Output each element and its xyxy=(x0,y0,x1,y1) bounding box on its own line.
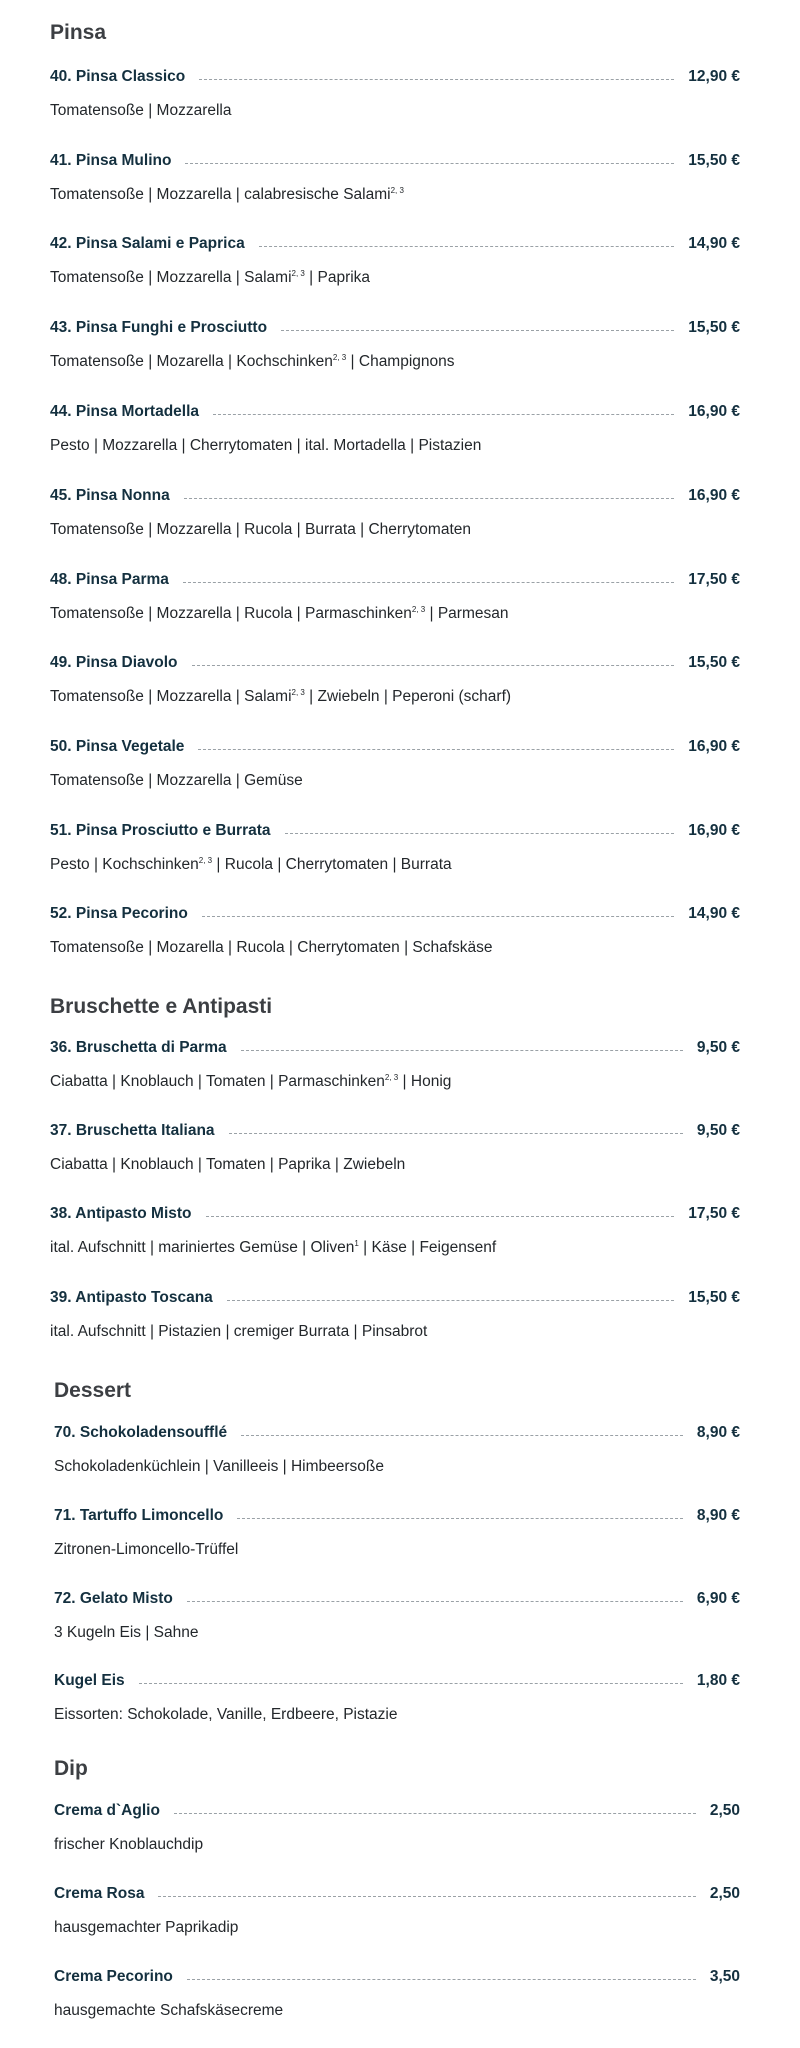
item-description: Tomatensoße | Mozzarella | Gemüse xyxy=(50,772,303,789)
item-name: 48. Pinsa Parma xyxy=(50,571,169,588)
item-description: Ciabatta | Knoblauch | Tomaten | Parmaschinken$^{2, 3}$ | Honig xyxy=(50,1072,452,1090)
dotted-leader xyxy=(184,498,675,499)
item-header xyxy=(54,1590,740,1608)
item-description: Tomatensoße | Mozzarella | Salami$^{2, 3}$ | Paprika xyxy=(50,268,371,286)
item-description: ital. Aufschnitt | mariniertes Gemüse | Oliven$^1$ | Käse | Feigensenf xyxy=(50,1238,497,1256)
menu-item xyxy=(54,1424,740,1476)
dotted-leader xyxy=(139,1683,683,1684)
item-price: 17,50 € xyxy=(688,1205,740,1222)
item-description: Eissorten: Schokolade, Vanille, Erdbeere, Pistazie xyxy=(54,1706,398,1723)
dotted-leader xyxy=(213,414,674,415)
menu-item xyxy=(50,905,740,957)
item-price: 6,90 € xyxy=(696,1590,740,1607)
item-description: ital. Aufschnitt | Pistazien | cremiger Burrata | Pinsabrot xyxy=(50,1323,428,1340)
item-header xyxy=(54,1802,740,1820)
item-name: Crema Rosa xyxy=(54,1885,145,1902)
dotted-leader xyxy=(158,1896,695,1897)
menu-item xyxy=(50,1289,740,1341)
item-description: Tomatensoße | Mozzarella xyxy=(50,102,232,119)
menu-item xyxy=(50,487,740,539)
item-price: 16,90 € xyxy=(688,403,740,420)
item-description: frischer Knoblauchdip xyxy=(54,1836,204,1853)
menu-item xyxy=(50,1039,740,1091)
item-description: Pesto | Mozzarella | Cherrytomaten | ital. Mortadella | Pistazien xyxy=(50,437,482,454)
item-name: 70. Schokoladensoufflé xyxy=(54,1424,228,1441)
dotted-leader xyxy=(259,246,675,247)
dotted-leader xyxy=(183,582,674,583)
item-header xyxy=(50,319,740,337)
item-price: 15,50 € xyxy=(688,1289,740,1306)
menu-item xyxy=(50,403,740,455)
menu-item xyxy=(50,822,740,874)
item-header xyxy=(50,1122,740,1140)
item-price: 9,50 € xyxy=(696,1122,740,1139)
allergen-footnote: 2, 3 xyxy=(411,604,426,614)
item-header xyxy=(50,654,740,672)
item-description: Zitronen-Limoncello-Trüffel xyxy=(54,1541,239,1558)
dotted-leader xyxy=(241,1050,683,1051)
item-name: 43. Pinsa Funghi e Prosciutto xyxy=(50,319,268,336)
item-price: 16,90 € xyxy=(688,487,740,504)
item-description: Pesto | Kochschinken$^{2, 3}$ | Rucola | Cherrytomaten | Burrata xyxy=(50,855,452,873)
item-header xyxy=(50,1039,740,1057)
allergen-footnote: 2, 3 xyxy=(291,268,305,278)
item-description: 3 Kugeln Eis | Sahne xyxy=(54,1624,199,1641)
item-description: hausgemachte Schafskäsecreme xyxy=(54,2002,284,2019)
dotted-leader xyxy=(227,1300,674,1301)
item-price: 17,50 € xyxy=(688,571,740,588)
item-name: 41. Pinsa Mulino xyxy=(50,152,172,169)
item-price: 15,50 € xyxy=(688,654,740,671)
item-price: 14,90 € xyxy=(688,905,740,922)
item-name: Crema Pecorino xyxy=(54,1968,173,1985)
menu-item xyxy=(50,1122,740,1174)
menu-item xyxy=(50,654,740,706)
section-title: Dip xyxy=(54,1757,88,1780)
item-name: 51. Pinsa Prosciutto e Burrata xyxy=(50,822,271,839)
item-header xyxy=(50,1205,740,1223)
dotted-leader xyxy=(229,1133,683,1134)
menu-item xyxy=(50,319,740,371)
allergen-footnote: 1 xyxy=(354,1238,359,1248)
item-description: Ciabatta | Knoblauch | Tomaten | Paprika | Zwiebeln xyxy=(50,1156,406,1173)
menu-item xyxy=(54,1968,740,2020)
item-header xyxy=(50,68,740,86)
item-name: 40. Pinsa Classico xyxy=(50,68,186,85)
dotted-leader xyxy=(187,1601,683,1602)
item-name: 37. Bruschetta Italiana xyxy=(50,1122,215,1139)
item-name: 44. Pinsa Mortadella xyxy=(50,403,200,420)
menu-item xyxy=(54,1672,740,1724)
item-name: 52. Pinsa Pecorino xyxy=(50,905,188,922)
item-name: Kugel Eis xyxy=(54,1672,125,1689)
item-header xyxy=(54,1885,740,1903)
menu-item xyxy=(50,571,740,623)
item-price: 8,90 € xyxy=(696,1424,740,1441)
item-price: 14,90 € xyxy=(688,235,740,252)
allergen-footnote: 2, 3 xyxy=(390,185,404,195)
item-price: 16,90 € xyxy=(688,738,740,755)
item-header xyxy=(54,1424,740,1442)
item-price: 15,50 € xyxy=(688,319,740,336)
item-description: Tomatensoße | Mozzarella | Rucola | Parmaschinken$^{2, 3}$ | Parmesan xyxy=(50,604,509,622)
item-price: 15,50 € xyxy=(688,152,740,169)
menu-item xyxy=(54,1802,740,1854)
section-dip xyxy=(54,1758,740,1779)
item-header xyxy=(50,1289,740,1307)
item-description: Schokoladenküchlein | Vanilleeis | Himbeersoße xyxy=(54,1458,384,1475)
menu-item xyxy=(50,235,740,287)
dotted-leader xyxy=(237,1518,683,1519)
allergen-footnote: 2, 3 xyxy=(384,1072,399,1082)
dotted-leader xyxy=(285,833,675,834)
dotted-leader xyxy=(187,1979,696,1980)
menu-item xyxy=(50,738,740,790)
item-price: 2,50 xyxy=(709,1802,740,1819)
item-header xyxy=(50,571,740,589)
item-description: Tomatensoße | Mozzarella | calabresische Salami$^{2, 3}$ xyxy=(50,185,404,203)
item-header xyxy=(50,822,740,840)
item-name: Crema d`Aglio xyxy=(54,1802,160,1819)
section-title: Dessert xyxy=(54,1379,132,1402)
item-price: 9,50 € xyxy=(696,1039,740,1056)
allergen-footnote: 2, 3 xyxy=(332,352,347,362)
item-price: 1,80 € xyxy=(696,1672,740,1689)
dotted-leader xyxy=(241,1435,683,1436)
allergen-footnote: 2, 3 xyxy=(198,855,213,865)
section-bruschette xyxy=(50,996,740,1017)
item-description: Tomatensoße | Mozzarella | Rucola | Burrata | Cherrytomaten xyxy=(50,521,471,538)
item-description: Tomatensoße | Mozarella | Rucola | Cherrytomaten | Schafskäse xyxy=(50,939,493,956)
dotted-leader xyxy=(281,330,674,331)
item-name: 42. Pinsa Salami e Paprica xyxy=(50,235,245,252)
menu-item xyxy=(54,1590,740,1642)
dotted-leader xyxy=(202,916,674,917)
item-name: 72. Gelato Misto xyxy=(54,1590,173,1607)
menu-item xyxy=(54,1507,740,1559)
section-pinsa xyxy=(50,22,740,43)
item-name: 71. Tartuffo Limoncello xyxy=(54,1507,224,1524)
menu-item xyxy=(50,1205,740,1257)
item-header xyxy=(54,1968,740,1986)
item-price: 12,90 € xyxy=(688,68,740,85)
dotted-leader xyxy=(206,1216,675,1217)
section-dessert xyxy=(54,1380,740,1401)
item-name: 36. Bruschetta di Parma xyxy=(50,1039,227,1056)
dotted-leader xyxy=(174,1813,696,1814)
item-name: 39. Antipasto Toscana xyxy=(50,1289,213,1306)
item-header xyxy=(54,1672,740,1690)
item-header xyxy=(50,487,740,505)
item-price: 8,90 € xyxy=(696,1507,740,1524)
item-description: Tomatensoße | Mozarella | Kochschinken$^{2, 3}$ | Champignons xyxy=(50,352,455,370)
menu-item xyxy=(50,152,740,204)
item-name: 50. Pinsa Vegetale xyxy=(50,738,185,755)
menu-item xyxy=(50,68,740,120)
item-name: 38. Antipasto Misto xyxy=(50,1205,192,1222)
menu-item xyxy=(54,1885,740,1937)
item-name: 49. Pinsa Diavolo xyxy=(50,654,178,671)
item-header xyxy=(50,905,740,923)
item-price: 16,90 € xyxy=(688,822,740,839)
item-header xyxy=(50,738,740,756)
dotted-leader xyxy=(199,79,674,80)
dotted-leader xyxy=(185,163,674,164)
item-name: 45. Pinsa Nonna xyxy=(50,487,170,504)
dotted-leader xyxy=(198,749,674,750)
item-description: hausgemachter Paprikadip xyxy=(54,1919,239,1936)
item-price: 2,50 xyxy=(709,1885,740,1902)
item-price: 3,50 xyxy=(709,1968,740,1985)
item-header xyxy=(50,235,740,253)
item-header xyxy=(50,152,740,170)
section-title: Bruschette e Antipasti xyxy=(50,995,273,1018)
item-header xyxy=(54,1507,740,1525)
allergen-footnote: 2, 3 xyxy=(291,687,305,697)
section-title: Pinsa xyxy=(50,21,107,44)
item-description: Tomatensoße | Mozzarella | Salami$^{2, 3}$ | Zwiebeln | Peperoni (scharf) xyxy=(50,687,512,705)
item-header xyxy=(50,403,740,421)
dotted-leader xyxy=(192,665,675,666)
